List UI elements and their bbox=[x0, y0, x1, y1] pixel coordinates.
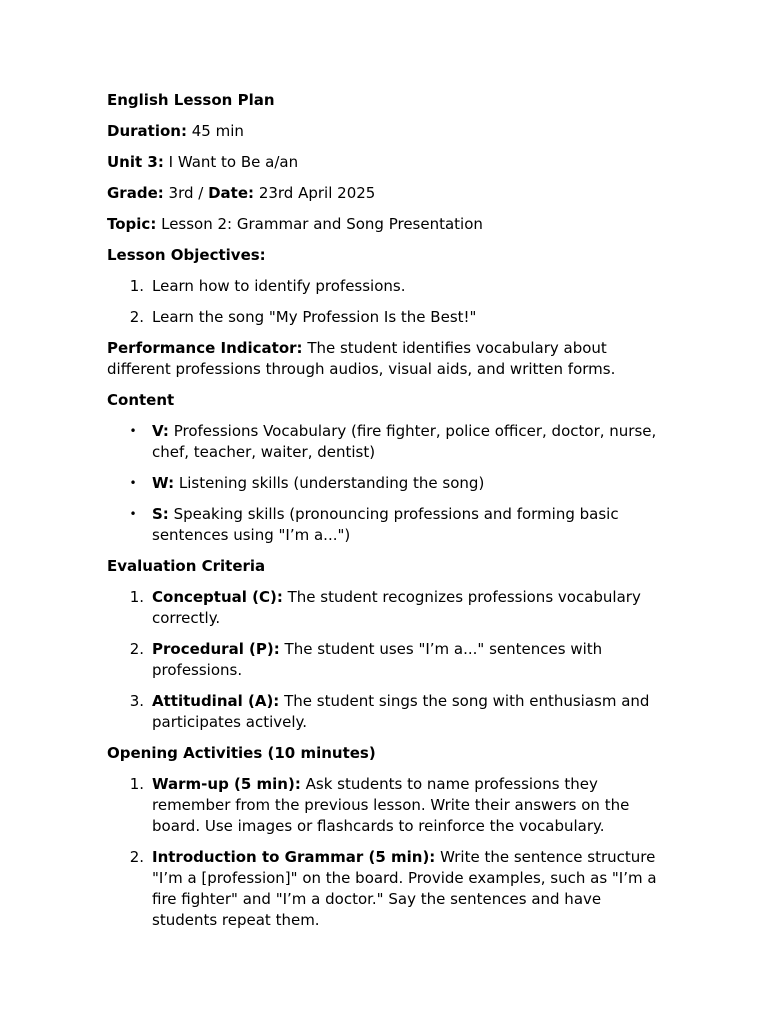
opening-heading: Opening Activities (10 minutes) bbox=[107, 744, 376, 762]
content-heading: Content bbox=[107, 391, 175, 409]
content-list bbox=[107, 421, 667, 546]
list-item: 3. Attitudinal (A): The student sings the song with enthusiasm and participates actively. bbox=[129, 692, 650, 731]
evaluation-list bbox=[107, 587, 667, 733]
list-item: • S: Speaking skills (pronouncing professions and forming basic sentences using "I’m a...") bbox=[107, 504, 667, 546]
bullet-icon: • bbox=[129, 476, 137, 490]
bullet-icon: • bbox=[129, 424, 137, 438]
list-item: 2. Learn the song "My Profession Is the Best!" bbox=[129, 308, 477, 326]
unit-line: Unit 3: I Want to Be a/an bbox=[107, 153, 299, 171]
opening-list bbox=[107, 774, 667, 931]
list-item: 2. Introduction to Grammar (5 min): Write the sentence structure "I’m a [profession]" on the board. Provide examples, such as "I’m a fire fighter" and "I’m a doctor." Say the sentences and have students repeat them. bbox=[129, 848, 657, 929]
doc-title: English Lesson Plan bbox=[107, 91, 275, 109]
performance-indicator: Performance Indicator: The student identifies vocabulary about different professions through audios, visual aids, and written forms. bbox=[107, 339, 616, 378]
bullet-icon: • bbox=[129, 507, 137, 521]
list-item: 1. Conceptual (C): The student recognizes professions vocabulary correctly. bbox=[129, 588, 641, 627]
objectives-list bbox=[107, 276, 667, 328]
objectives-heading: Lesson Objectives: bbox=[107, 246, 266, 264]
document-body bbox=[107, 90, 667, 941]
duration-line: Duration: 45 min bbox=[107, 122, 244, 140]
list-item: • V: Professions Vocabulary (fire fighter, police officer, doctor, nurse, chef, teacher, waiter, dentist) bbox=[107, 421, 667, 463]
grade-date-line: Grade: 3rd / Date: 23rd April 2025 bbox=[107, 184, 376, 202]
evaluation-heading: Evaluation Criteria bbox=[107, 557, 266, 575]
topic-line: Topic: Lesson 2: Grammar and Song Presentation bbox=[107, 215, 483, 233]
list-item: • W: Listening skills (understanding the song) bbox=[107, 473, 667, 494]
list-item: 1. Learn how to identify professions. bbox=[129, 277, 406, 295]
list-item: 2. Procedural (P): The student uses "I’m a..." sentences with professions. bbox=[129, 640, 603, 679]
list-item: 1. Warm-up (5 min): Ask students to name professions they remember from the previous lesson. Write their answers on the board. Use images or flashcards to reinforce the vocabulary. bbox=[129, 775, 630, 835]
